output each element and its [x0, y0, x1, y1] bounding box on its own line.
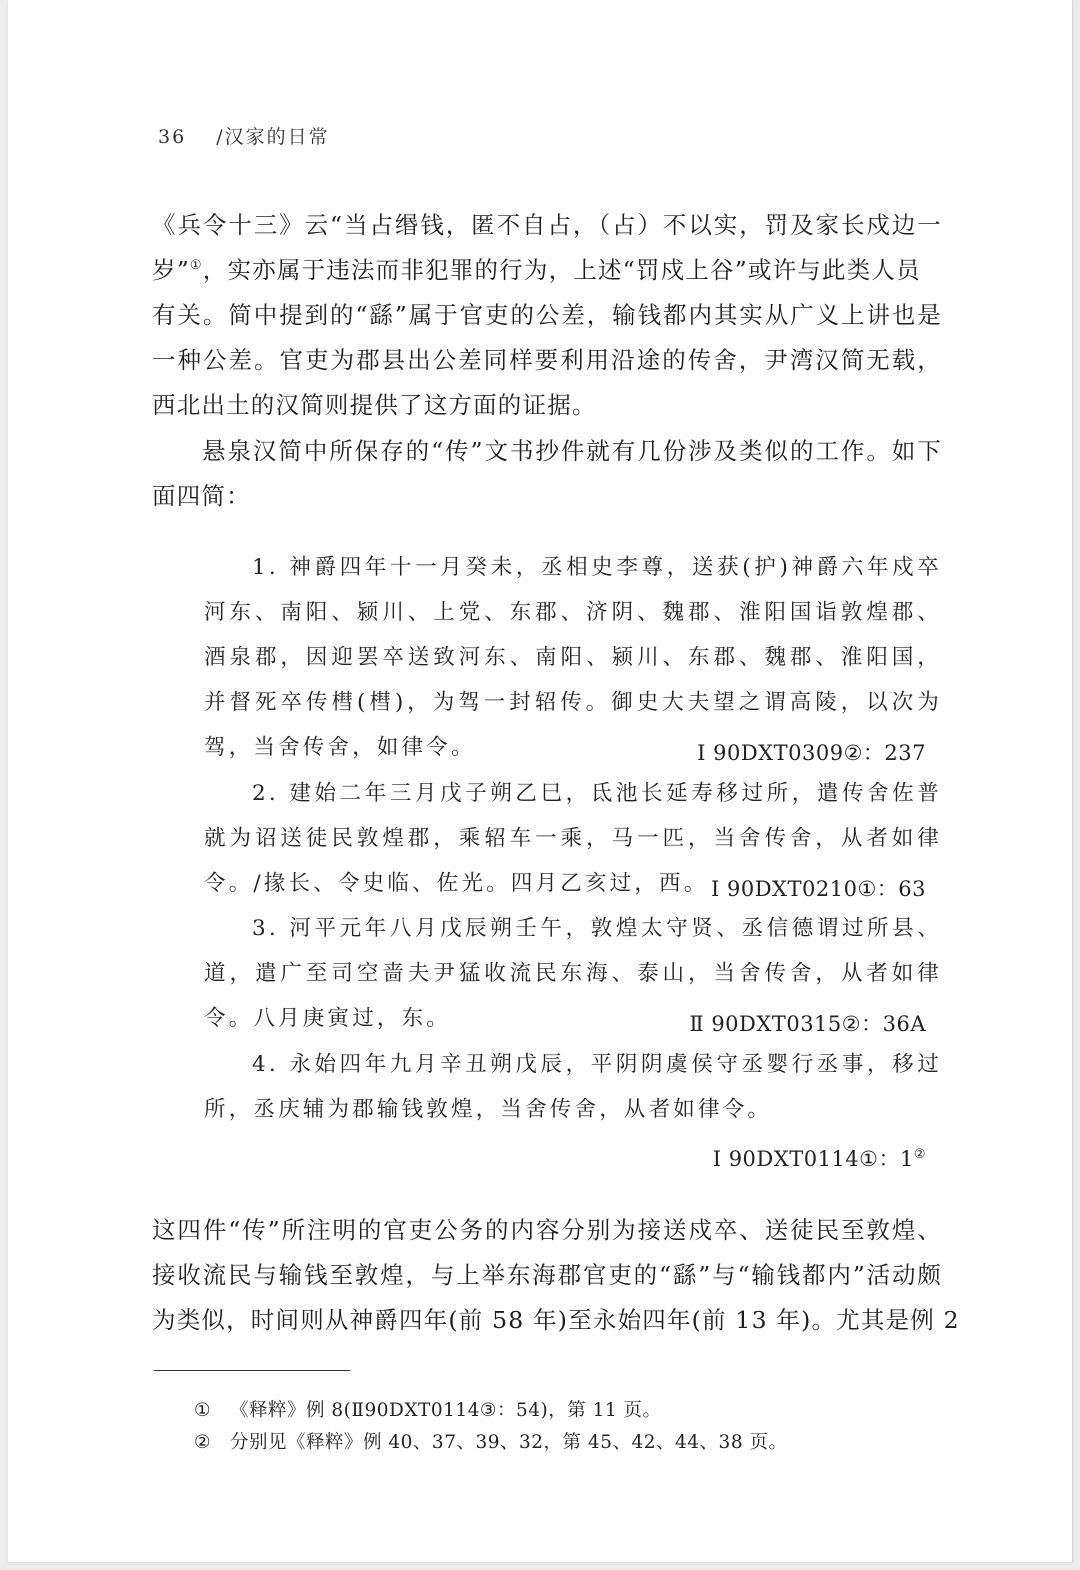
footnote-2-mark: ②	[194, 1432, 212, 1453]
footnote-ref-1: ①	[189, 258, 203, 274]
doc3-citation: Ⅱ 90DXT0315②：36A	[689, 1012, 926, 1036]
doc1-line-2: 河东、南阳、颍川、上党、东郡、济阴、魏郡、淮阳国诣敦煌郡、	[204, 600, 942, 625]
doc2-line-2: 就为诏送徒民敦煌郡，乘轺车一乘，马一匹，当舍传舍，从者如律	[204, 826, 942, 851]
para2-line-2: 面四简：	[152, 482, 251, 510]
doc2-line-1: 2. 建始二年三月戊子朔乙巳，氐池长延寿移过所，遣传舍佐普	[252, 781, 942, 806]
doc1-citation: Ⅰ 90DXT0309②：237	[697, 741, 926, 765]
footnote-1-mark: ①	[194, 1400, 212, 1421]
doc1-line-3: 酒泉郡，因迎罢卒送致河东、南阳、颍川、东郡、魏郡、淮阳国，	[204, 645, 942, 670]
footnote-2	[194, 1430, 787, 1456]
doc4-citation-text: Ⅰ 90DXT0114①：1	[712, 1147, 914, 1171]
doc1-line-1: 1. 神爵四年十一月癸未，丞相史李尊，送获(护)神爵六年戍卒	[252, 555, 942, 580]
running-title: /汉家的日常	[216, 126, 330, 148]
para1-line-2-start: 岁”	[152, 256, 190, 284]
doc1-line-5: 驾，当舍传舍，如律令。	[204, 735, 476, 760]
para3-line-3: 为类似，时间则从神爵四年(前 58 年)至永始四年(前 13 年)。尤其是例 2	[152, 1306, 960, 1334]
doc1-line-4: 并督死卒传槥(槥)，为驾一封轺传。御史大夫望之谓高陵，以次为	[204, 690, 942, 715]
running-header	[158, 122, 330, 149]
para1-line-1: 《兵令十三》云“当占缗钱，匿不自占，（占）不以实，罚及家长戍边一	[152, 211, 942, 239]
doc3-line-1: 3. 河平元年八月戊辰朔壬午，敦煌太守贤、丞信德谓过所县、	[252, 916, 942, 941]
book-page	[8, 0, 1073, 1562]
doc4-line-2: 所，丞庆辅为郡输钱敦煌，当舍传舍，从者如律令。	[204, 1097, 773, 1122]
page-number: 36	[158, 126, 187, 148]
doc2-line-3: 令。/掾长、令史临、佐光。四月乙亥过，西。	[204, 871, 709, 896]
para2-line-1: 悬泉汉简中所保存的“传”文书抄件就有几份涉及类似的工作。如下	[202, 437, 942, 465]
footnote-rule	[154, 1370, 350, 1371]
para3-line-2: 接收流民与输钱至敦煌，与上举东海郡官吏的“繇”与“输钱都内”活动颇	[152, 1261, 942, 1289]
para1-line-4: 一种公差。官吏为郡县出公差同样要利用沿途的传舍，尹湾汉简无载，	[152, 346, 942, 374]
doc4-citation	[713, 1143, 926, 1173]
para1-line-3: 有关。简中提到的“繇”属于官吏的公差，输钱都内其实从广义上讲也是	[152, 301, 942, 329]
footnote-ref-2: ②	[913, 1147, 926, 1162]
para1-line-2-rest: ，实亦属于违法而非犯罪的行为，上述“罚戍上谷”或许与此类人员	[202, 256, 921, 284]
footnote-1	[194, 1398, 662, 1424]
para3-line-1: 这四件“传”所注明的官吏公务的内容分别为接送戍卒、送徒民至敦煌、	[152, 1216, 942, 1244]
footnote-2-text: 分别见《释粹》例 40、37、39、32，第 45、42、44、38 页。	[230, 1432, 788, 1453]
doc2-citation: Ⅰ 90DXT0210①：63	[711, 877, 926, 901]
doc3-line-3: 令。八月庚寅过，东。	[204, 1006, 452, 1031]
footnote-1-text: 《释粹》例 8(Ⅱ90DXT0114③：54)，第 11 页。	[230, 1400, 662, 1421]
para1-line-2	[152, 255, 942, 285]
doc4-line-1: 4. 永始四年九月辛丑朔戊辰，平阴阴虞侯守丞婴行丞事，移过	[252, 1052, 942, 1077]
para1-line-5: 西北出土的汉简则提供了这方面的证据。	[152, 391, 597, 419]
doc3-line-2: 道，遣广至司空啬夫尹猛收流民东海、泰山，当舍传舍，从者如律	[204, 961, 942, 986]
